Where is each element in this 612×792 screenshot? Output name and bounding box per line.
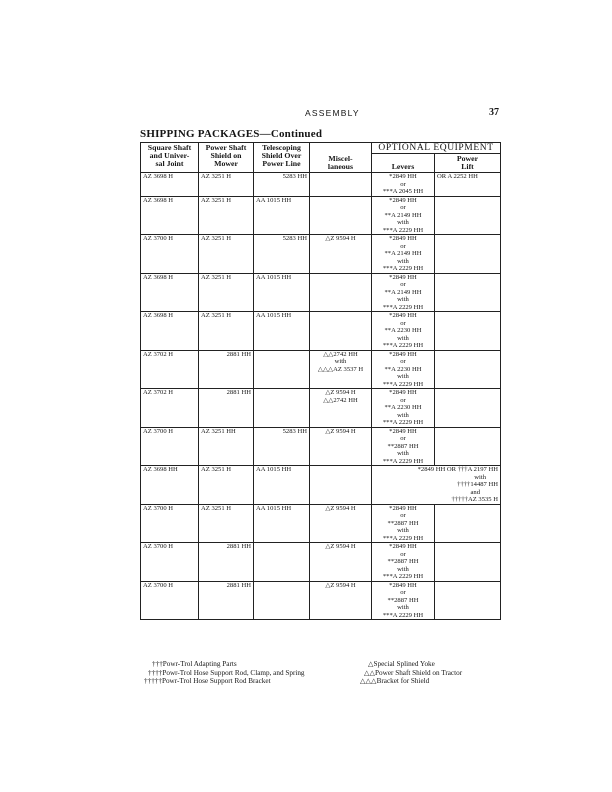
footnote: ††††Powr-Trol Hose Support Rod, Clamp, and Spring [148, 668, 305, 677]
footnote: †††Powr-Trol Adapting Parts [152, 660, 237, 668]
misc-cell [310, 466, 372, 505]
lever-line: with [397, 450, 409, 457]
power-lift-cell [435, 196, 501, 235]
shield-cell: AZ 3251 H [199, 504, 254, 543]
shaft-cell: AZ 3698 H [141, 173, 199, 197]
lever-line: with [397, 565, 409, 573]
shaft-cell: AZ 3700 H [141, 581, 199, 620]
power-lift-cell [435, 504, 501, 543]
table-row [141, 350, 501, 389]
lever-line: **2887 HH [387, 596, 419, 604]
misc-cell [310, 427, 372, 466]
lever-line: **A 2149 HH [384, 250, 422, 257]
misc-cell [310, 273, 372, 312]
power-lift-cell [435, 312, 501, 351]
lever-line: with [397, 527, 409, 534]
table-row [141, 196, 501, 235]
levers-cell [372, 196, 435, 235]
lever-line: or [400, 180, 406, 188]
lever-line: *2849 HH [389, 196, 417, 204]
lever-line: **2887 HH [387, 558, 419, 565]
optional-line: and [470, 488, 481, 496]
shaft-cell: AZ 3700 H [141, 504, 199, 543]
levers-cell [372, 581, 435, 620]
levers-cell [372, 427, 435, 466]
lever-line: ***A 2229 HH [382, 457, 424, 465]
lever-line: ***A 2229 HH [382, 342, 424, 349]
table-row [141, 235, 501, 274]
shield-cell: AZ 3251 H [199, 312, 254, 351]
table-row [141, 543, 501, 582]
optional-line: †††††AZ 3535 H [451, 496, 499, 503]
lever-line: or [400, 319, 406, 327]
misc-line: △Z 9594 H [325, 427, 356, 435]
misc-line: △△2742 HH [323, 350, 358, 358]
lever-line: ***A 2229 HH [382, 534, 424, 542]
shield-cell: AZ 3251 H [199, 235, 254, 274]
page-header [140, 108, 499, 122]
footnotes-right [360, 660, 462, 686]
levers-cell [372, 312, 435, 351]
levers-cell [372, 350, 435, 389]
footnotes-left [144, 660, 305, 686]
power-lift-cell [435, 389, 501, 428]
misc-cell [310, 350, 372, 389]
shield-cell: AZ 3251 H [199, 466, 254, 505]
lever-line: *2849 HH [389, 173, 417, 180]
misc-cell [310, 312, 372, 351]
telescoping-cell: AA 1015 HH [254, 504, 310, 543]
shaft-cell: AZ 3702 H [141, 350, 199, 389]
levers-cell [372, 543, 435, 582]
lever-line: *2849 HH [389, 273, 417, 281]
misc-cell [310, 543, 372, 582]
lever-line: *2849 HH [389, 427, 417, 435]
levers-cell [372, 389, 435, 428]
power-lift-cell [435, 543, 501, 582]
telescoping-cell: AA 1015 HH [254, 196, 310, 235]
optional-line: *2849 HH OR †††A 2197 HH [417, 466, 499, 473]
lever-line: or [400, 396, 406, 404]
telescoping-cell: AA 1015 HH [254, 466, 310, 505]
telescoping-cell [254, 543, 310, 582]
lever-line: ***A 2229 HH [382, 419, 424, 426]
misc-cell [310, 173, 372, 197]
misc-line: △△△AZ 3537 H [317, 365, 364, 373]
misc-cell [310, 581, 372, 620]
telescoping-cell [254, 350, 310, 389]
shaft-cell: AZ 3702 H [141, 389, 199, 428]
table-row [141, 427, 501, 466]
telescoping-cell: 5283 HH [254, 173, 310, 197]
lever-line: or [400, 550, 406, 558]
lever-line: or [400, 435, 406, 442]
table-row [141, 389, 501, 428]
lever-line: ***A 2229 HH [382, 265, 424, 272]
lever-line: with [397, 219, 409, 226]
table-row [141, 466, 501, 505]
telescoping-cell: 5283 HH [254, 427, 310, 466]
misc-cell [310, 235, 372, 274]
lever-line: ***A 2229 HH [382, 303, 424, 311]
lever-line: with [397, 604, 409, 611]
lever-line: *2849 HH [389, 312, 417, 319]
lever-line: **2887 HH [387, 442, 419, 450]
col-header-shield: Power Shaft Shield on Mower [199, 143, 254, 173]
col-header-shaft: Square Shaft and Univer- sal Joint [141, 143, 199, 173]
shield-cell: AZ 3251 H [199, 173, 254, 197]
misc-line: △△2742 HH [323, 396, 358, 404]
lever-line: ***A 2229 HH [382, 226, 424, 234]
misc-line: △Z 9594 H [325, 581, 356, 589]
lever-line: with [397, 296, 409, 303]
lever-line: or [400, 281, 406, 288]
shield-cell: 2881 HH [199, 543, 254, 582]
table-row [141, 173, 501, 197]
misc-line: △Z 9594 H [325, 504, 356, 512]
lever-line: with [397, 257, 409, 265]
lever-line: *2849 HH [389, 543, 417, 550]
telescoping-cell: 5283 HH [254, 235, 310, 274]
misc-cell [310, 389, 372, 428]
optional-equipment-header: OPTIONAL EQUIPMENT [372, 143, 501, 154]
lever-line: ***A 2045 HH [382, 188, 424, 195]
lever-line: *2849 HH [389, 504, 417, 512]
shield-cell: 2881 HH [199, 389, 254, 428]
lever-line: ***A 2229 HH [382, 611, 424, 619]
lever-line: *2849 HH [389, 235, 417, 242]
page-number: 37 [489, 107, 499, 118]
levers-cell [372, 235, 435, 274]
table-row [141, 581, 501, 620]
lever-line: ***A 2229 HH [382, 380, 424, 388]
telescoping-cell: AA 1015 HH [254, 312, 310, 351]
lever-line: *2849 HH [389, 581, 417, 589]
footnote: △△Power Shaft Shield on Tractor [364, 668, 463, 677]
telescoping-cell [254, 581, 310, 620]
misc-cell [310, 196, 372, 235]
shield-cell: 2881 HH [199, 350, 254, 389]
power-lift-cell [435, 427, 501, 466]
col-header-telescoping: Telescoping Shield Over Power Line [254, 143, 310, 173]
shaft-cell: AZ 3700 H [141, 427, 199, 466]
shaft-cell: AZ 3698 H [141, 196, 199, 235]
power-lift-cell [435, 273, 501, 312]
lever-line: **A 2230 HH [384, 365, 422, 373]
power-lift-cell [435, 581, 501, 620]
footnote: †††††Powr-Trol Hose Support Rod Bracket [144, 677, 271, 686]
shaft-cell: AZ 3700 H [141, 543, 199, 582]
levers-cell [372, 173, 435, 197]
col-header-power-lift: Power Lift [435, 154, 501, 173]
footnote: △Special Splined Yoke [368, 660, 435, 668]
misc-line: △Z 9594 H [325, 235, 356, 242]
levers-cell [372, 273, 435, 312]
misc-line: with [334, 358, 347, 365]
col-header-levers: Levers [372, 154, 435, 173]
lever-line: or [400, 204, 406, 211]
shield-cell: AZ 3251 HH [199, 427, 254, 466]
table-row [141, 504, 501, 543]
lift-line: OR A 2252 HH [437, 173, 478, 180]
lever-line: with [397, 334, 409, 342]
shield-cell: 2881 HH [199, 581, 254, 620]
misc-line: △Z 9594 H [325, 543, 356, 550]
misc-line: △Z 9594 H [325, 389, 356, 396]
footnote: △△△Bracket for Shield [360, 677, 430, 686]
col-header-misc: Miscel- laneous [310, 143, 372, 173]
misc-cell [310, 504, 372, 543]
telescoping-cell: AA 1015 HH [254, 273, 310, 312]
shipping-packages-table [140, 142, 501, 620]
shaft-cell: AZ 3698 HH [141, 466, 199, 505]
shield-cell: AZ 3251 H [199, 273, 254, 312]
telescoping-cell [254, 389, 310, 428]
lever-line: with [397, 373, 409, 380]
lever-line: **A 2230 HH [384, 327, 422, 334]
shaft-cell: AZ 3700 H [141, 235, 199, 274]
table-row [141, 312, 501, 351]
optional-combined-cell [372, 466, 501, 505]
lever-line: **A 2149 HH [384, 211, 422, 219]
levers-cell [372, 504, 435, 543]
optional-line: ††††14487 HH [457, 481, 499, 488]
power-lift-cell [435, 350, 501, 389]
lever-line: or [400, 358, 406, 365]
lever-line: **A 2230 HH [384, 404, 422, 411]
lever-line: or [400, 589, 406, 596]
section-title: ASSEMBLY [305, 108, 360, 118]
lever-line: *2849 HH [389, 389, 417, 396]
page-title: SHIPPING PACKAGES—Continued [140, 128, 323, 140]
power-lift-cell [435, 173, 501, 197]
table-row [141, 273, 501, 312]
shaft-cell: AZ 3698 H [141, 273, 199, 312]
lever-line: or [400, 512, 406, 519]
lever-line: ***A 2229 HH [382, 573, 424, 580]
lever-line: with [397, 411, 409, 419]
shaft-cell: AZ 3698 H [141, 312, 199, 351]
lever-line: or [400, 242, 406, 250]
shield-cell: AZ 3251 H [199, 196, 254, 235]
lever-line: *2849 HH [389, 350, 417, 358]
lever-line: **A 2149 HH [384, 288, 422, 296]
power-lift-cell [435, 235, 501, 274]
lever-line: **2887 HH [387, 519, 419, 527]
optional-line: with [474, 473, 487, 481]
